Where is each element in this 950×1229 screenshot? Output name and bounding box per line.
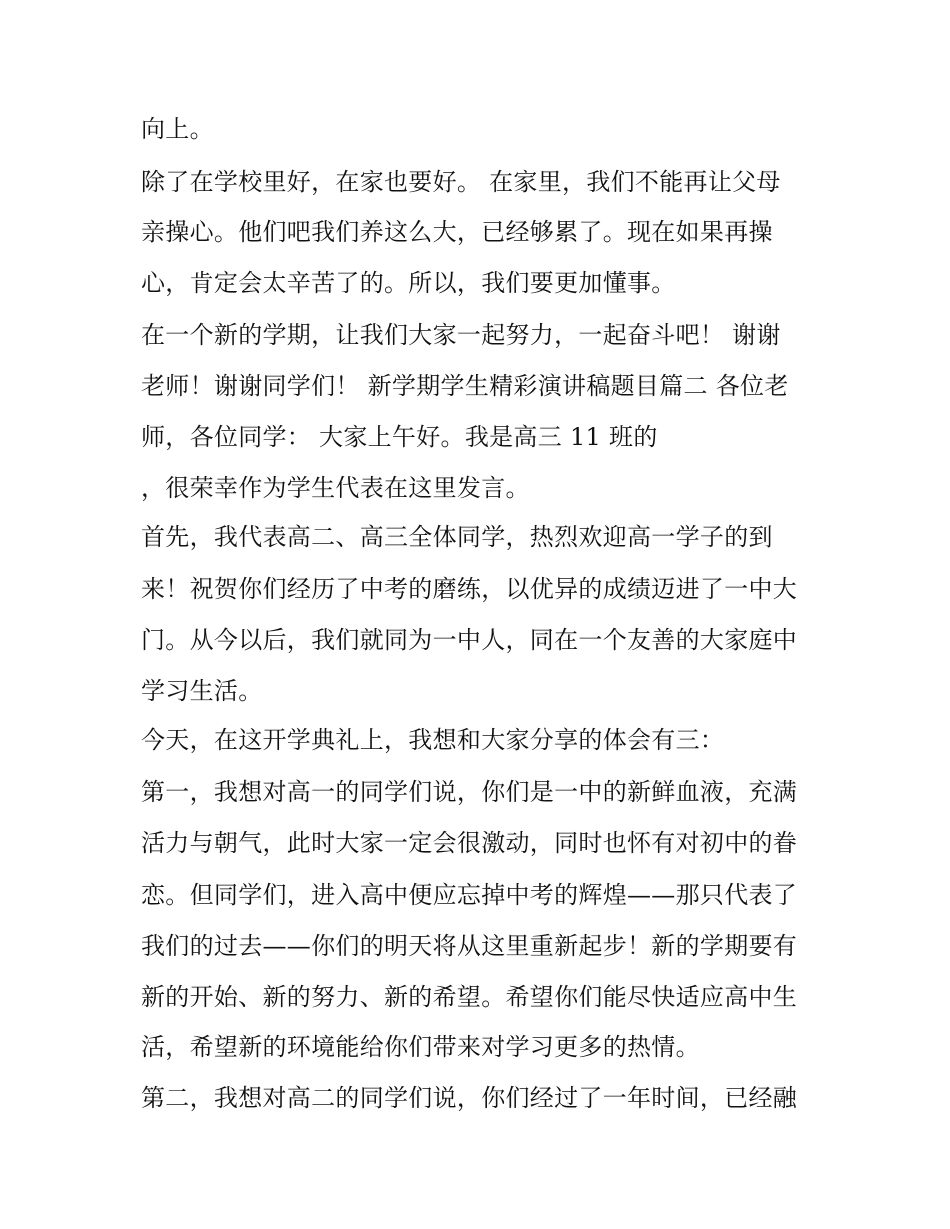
text-line: 今天，在这开学典礼上，我想和大家分享的体会有三：	[141, 726, 725, 754]
text-line: 第二，我想对高二的同学们说，你们经过了一年时间，已经融	[141, 1084, 798, 1112]
text-line: 在一个新的学期，让我们大家一起努力，一起奋斗吧！ 谢谢	[141, 321, 781, 349]
text-line: 活，希望新的环境能给你们带来对学习更多的热情。	[141, 1033, 700, 1061]
text-line: 门。从今以后，我们就同为一中人，同在一个友善的大家庭中	[141, 626, 798, 654]
text-line: 师，各位同学： 大家上午好。我是高三 11 班的	[141, 423, 658, 451]
text-line: 首先，我代表高二、高三全体同学，热烈欢迎高一学子的到	[141, 523, 773, 551]
text-line: 学习生活。	[141, 677, 263, 705]
text-line: ，很荣幸作为学生代表在这里发言。	[141, 474, 530, 502]
text-line: 老师！谢谢同学们！ 新学期学生精彩演讲稿题目篇二 各位老	[141, 372, 789, 400]
text-line: 向上。	[141, 115, 214, 143]
text-line: 恋。但同学们，进入高中便应忘掉中考的辉煌——那只代表了	[141, 881, 798, 909]
text-line: 新的开始、新的努力、新的希望。希望你们能尽快适应高中生	[141, 983, 798, 1011]
text-line: 我们的过去——你们的明天将从这里重新起步！新的学期要有	[141, 932, 798, 960]
text-line: 活力与朝气，此时大家一定会很激动，同时也怀有对初中的眷	[141, 829, 798, 857]
text-line: 亲操心。他们吧我们养这么大，已经够累了。现在如果再操	[141, 218, 773, 246]
text-line: 心，肯定会太辛苦了的。所以，我们要更加懂事。	[141, 269, 676, 297]
text-line: 来！祝贺你们经历了中考的磨练，以优异的成绩迈进了一中大	[141, 575, 798, 603]
text-line: 第一，我想对高一的同学们说，你们是一中的新鲜血液，充满	[141, 778, 798, 806]
text-line: 除了在学校里好，在家也要好。 在家里，我们不能再让父母	[141, 168, 781, 196]
